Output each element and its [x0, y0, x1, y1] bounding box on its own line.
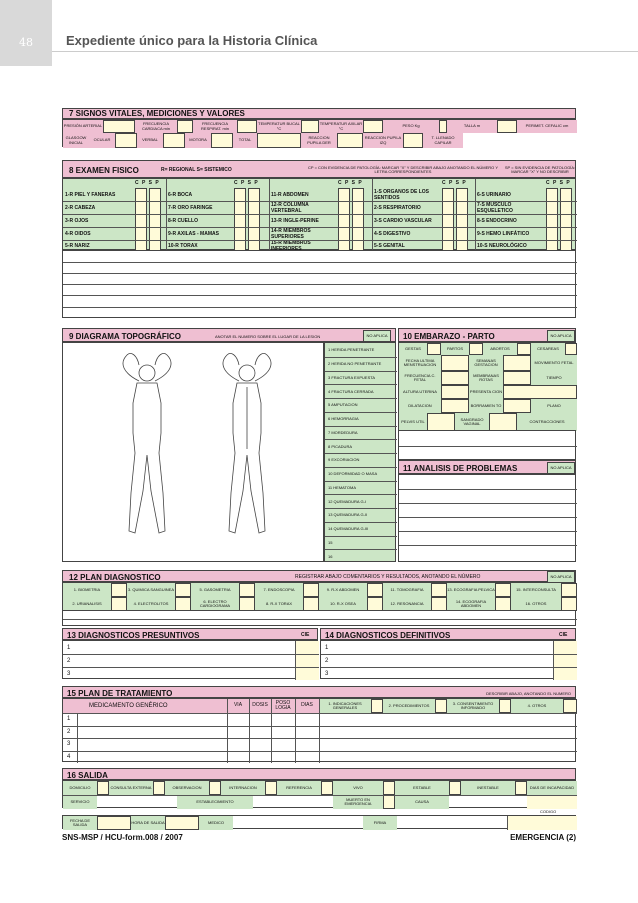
row-number: 3 — [325, 670, 329, 677]
dx-option: 1. BIOMETRIA — [63, 583, 111, 597]
vital-label: PERIMET. CEFALIC cm — [517, 120, 577, 133]
dx-checkbox[interactable] — [111, 597, 127, 611]
vital-field[interactable] — [177, 120, 193, 133]
glasgow-label: TOTAL — [233, 133, 257, 148]
row-number: 2 — [67, 728, 71, 735]
dx-checkbox[interactable] — [561, 583, 577, 597]
dx-option: 5. GASOMETRIA — [191, 583, 239, 597]
pregnancy-field[interactable] — [503, 399, 531, 413]
dx-checkbox[interactable] — [175, 583, 191, 597]
discharge-option: INESTABLE — [461, 781, 515, 795]
dx-option: 13. ECOGRAFIA PELVICA — [447, 583, 495, 597]
tx-col-header: MEDICAMENTO GENÉRICO — [89, 703, 168, 709]
discharge-option: ESTABLE — [395, 781, 449, 795]
pupil-label: REACCION PUPILA DER — [301, 133, 337, 148]
glasgow-label: VERBAL — [137, 133, 163, 148]
topographic-diagram[interactable] — [62, 342, 324, 562]
s12-title: 12 PLAN DIAGNOSTICO — [69, 572, 161, 582]
document-title: Expediente único para la Historia Clínica — [66, 33, 318, 48]
discharge-option: DOMICILIO — [63, 781, 97, 795]
lesion-item: 4 FRACTURA CERRADA — [328, 388, 374, 394]
pregnancy-label: SEMANAS GESTACION — [469, 355, 503, 371]
discharge-option: HORA DE SALIDA — [131, 816, 165, 830]
s13-header — [62, 628, 318, 640]
exam-item: 6-R BOCA — [168, 191, 193, 198]
discharge-date-field[interactable] — [97, 816, 131, 830]
discharge-checkbox[interactable] — [383, 795, 395, 809]
s11-title: 11 ANALISIS DE PROBLEMAS — [403, 463, 518, 473]
dx-option: 7. ENDOSCOPIA — [255, 583, 303, 597]
dx-checkbox[interactable] — [111, 583, 127, 597]
exam-item: 9-S HEMO LINFÁTICO — [477, 230, 530, 237]
body-figures — [63, 343, 325, 563]
front-head — [139, 365, 155, 381]
dx-option: 15. INTERCONSULTA — [511, 583, 561, 597]
sp-checkboxes[interactable] — [560, 188, 572, 251]
cp-sp-header: C P S P — [442, 180, 467, 186]
tx-option: 1. INDICACIONES GENERALES — [319, 699, 371, 713]
tx-checkbox[interactable] — [435, 699, 447, 713]
pregnancy-label: FRECUENCIA C. FETAL — [399, 371, 441, 385]
form-name: EMERGENCIA (2) — [510, 833, 576, 842]
lesion-item: 11 HEMATOMA — [328, 484, 357, 490]
dx-checkbox[interactable] — [239, 597, 255, 611]
s14-rows — [320, 640, 576, 679]
s13-cie: CIE — [301, 632, 310, 638]
s12-comments[interactable] — [62, 610, 576, 626]
discharge-option: VIVO — [333, 781, 383, 795]
row-number: 2 — [325, 657, 329, 664]
tx-checkbox[interactable] — [563, 699, 577, 713]
vital-label: FRECUENCIA RESPIRAT. min — [193, 120, 237, 133]
glasgow-label: GLASGOW INICIAL — [63, 133, 89, 148]
tx-checkbox[interactable] — [499, 699, 511, 713]
exam-item: 2-S RESPIRATORIO — [374, 204, 421, 211]
pregnancy-field[interactable] — [469, 343, 483, 355]
cp-sp-header: C P S P — [234, 180, 259, 186]
cie-field[interactable] — [295, 641, 319, 680]
exam-item: 10-R TORAX — [168, 242, 198, 249]
exam-item: 14-R MIEMBROS SUPERIORES — [271, 227, 311, 240]
pregnancy-label: PRESENTA CION — [469, 385, 503, 399]
dx-checkbox[interactable] — [303, 583, 319, 597]
row-number: 2 — [67, 657, 71, 664]
s14-cie: CIE — [559, 632, 568, 638]
vital-label: TEMPERATUR AXILAR °C — [319, 120, 363, 133]
exam-item: 15-R MIEMBROS INFERIORES — [271, 239, 311, 252]
vital-label: TEMPERATUR BUCAL °C — [257, 120, 301, 133]
discharge-option: INTERNACION — [221, 781, 265, 795]
s8-description-lines[interactable] — [62, 250, 576, 318]
pregnancy-field[interactable] — [441, 399, 469, 413]
s8-note: CP = CON EVIDENCIA DE PATOLOGÍA: MARCAR "X" Y DESCRIBIR ABAJO ANOTANDO EL NÚMERO Y LETRA CORRESPONDIENTES — [307, 164, 499, 174]
pregnancy-field[interactable] — [503, 371, 531, 385]
pregnancy-label: PELVIS UTIL — [399, 413, 427, 431]
exam-item: 12-R COLUMNA VERTEBRAL — [271, 201, 309, 214]
tx-col-header: DOSIS — [252, 702, 268, 709]
dx-option: 10. R-X OSEA — [319, 597, 367, 611]
front-arm-left — [123, 353, 139, 381]
back-head — [239, 365, 255, 381]
pregnancy-label: MEMBRANAS ROTAS — [469, 371, 503, 385]
exam-item: 1-R PIEL Y FANERAS — [65, 191, 116, 198]
sp-checkboxes[interactable] — [149, 188, 161, 251]
definitive-dx-field[interactable] — [335, 641, 553, 680]
s8-note2: SP = SIN EVIDENCIA DE PATOLOGÍA: MARCAR "X" Y NO DESCRIBIR — [504, 164, 576, 174]
cause-field[interactable] — [449, 795, 527, 809]
lesion-item: 3 FRACTURA EXPUESTA — [328, 374, 376, 380]
vital-label: FRECUENCIA CARDIACA min — [135, 120, 177, 133]
codigo-label: CODIGO — [540, 809, 557, 814]
service-field[interactable] — [97, 795, 177, 809]
dx-checkbox[interactable] — [303, 597, 319, 611]
vital-field[interactable] — [497, 120, 517, 133]
exam-item: 7-S MUSCULO ESQUELETICO — [477, 201, 513, 214]
cp-checkboxes[interactable] — [338, 188, 350, 251]
lesion-item: 6 HEMORRAGIA — [328, 416, 359, 422]
exam-item: 5-R NARIZ — [65, 242, 90, 249]
dx-checkbox[interactable] — [495, 597, 511, 611]
glasgow-field[interactable] — [115, 133, 137, 148]
discharge-option: CONSULTA EXTERNA — [109, 781, 153, 795]
tx-option: 4. OTROS — [511, 699, 563, 713]
discharge-option: REFERENCIA — [277, 781, 321, 795]
tx-option: 2. PROCEDIMIENTOS — [383, 699, 435, 713]
pregnancy-label: FECHA ULTIMA MENSTRUACION — [399, 355, 441, 371]
lesion-item: 8 PICADURA — [328, 443, 353, 449]
exam-item: 11-R ABDOMEN — [271, 191, 309, 198]
form-code: SNS-MSP / HCU-form.008 / 2007 — [62, 833, 183, 842]
pupil-field[interactable] — [337, 133, 363, 148]
glasgow-field[interactable] — [163, 133, 185, 148]
exam-item: 8-R CUELLO — [168, 217, 198, 224]
cp-sp-header: C P S P — [546, 180, 571, 186]
dx-option: 12. RESONANCIA — [383, 597, 431, 611]
pregnancy-field[interactable] — [427, 343, 441, 355]
dx-option: 16. OTROS — [511, 597, 561, 611]
doctor-field[interactable] — [233, 816, 363, 830]
lesion-item: 13 QUEMADURA G-II — [328, 512, 368, 518]
discharge-checkbox[interactable] — [449, 781, 461, 795]
lesion-item: 14 QUEMADURA G-III — [328, 526, 369, 532]
sp-checkboxes[interactable] — [248, 188, 260, 251]
dx-option: 6. ELECTRO CARDIOGRAMA — [191, 597, 239, 611]
discharge-checkbox[interactable] — [383, 781, 395, 795]
dx-option: 3. QUIMICA SANGUINEA — [127, 583, 175, 597]
presumptive-dx-field[interactable] — [77, 641, 295, 680]
s9-noaplica[interactable]: NO APLICA — [363, 330, 391, 342]
page-number: 48 — [0, 0, 52, 66]
row-number: 1 — [67, 644, 71, 651]
pregnancy-field[interactable] — [489, 413, 517, 431]
lesion-item: 15 — [328, 539, 333, 545]
vital-label: PESO Kg — [383, 120, 439, 133]
pregnancy-label: TIEMPO — [531, 371, 577, 385]
cp-sp-header: C P S P — [338, 180, 363, 186]
row-number: 1 — [325, 644, 329, 651]
pupil-field[interactable] — [403, 133, 423, 148]
s9-instruction: ANOTAR EL NUMERO SOBRE EL LUGAR DE LA LESION — [215, 333, 321, 339]
discharge-checkbox[interactable] — [321, 781, 333, 795]
discharge-checkbox[interactable] — [265, 781, 277, 795]
sp-checkboxes[interactable] — [456, 188, 468, 251]
cie-field[interactable] — [553, 641, 577, 680]
pupil-label: REACCION PUPILA IZQ — [363, 133, 403, 148]
s10-grid — [398, 342, 576, 430]
s8-title: 8 EXAMEN FISICO — [69, 165, 139, 175]
dx-option: 4. ELECTROLITOS — [127, 597, 175, 611]
lesion-item: 5 AMPUTACION — [328, 402, 358, 408]
pregnancy-label: CESAREAS — [531, 343, 565, 355]
pregnancy-label: MOVIMIENTO FETAL — [531, 355, 577, 371]
header-rule — [52, 51, 638, 52]
vital-field[interactable] — [301, 120, 319, 133]
discharge-checkbox[interactable] — [515, 781, 527, 795]
back-arm-right — [255, 353, 271, 381]
s13-rows — [62, 640, 318, 679]
discharge-checkbox[interactable] — [153, 781, 165, 795]
s15-title: 15 PLAN DE TRATAMIENTO — [67, 688, 173, 698]
pregnancy-label: SANGRADO VAGINAL — [455, 413, 489, 431]
dx-checkbox[interactable] — [367, 597, 383, 611]
lesion-list — [324, 342, 396, 562]
s16-header — [62, 768, 576, 780]
cp-checkboxes[interactable] — [442, 188, 454, 251]
vital-field[interactable] — [237, 120, 257, 133]
vital-label: PRESIÓN ARTERIAL — [63, 120, 103, 133]
cp-checkboxes[interactable] — [135, 188, 147, 251]
dx-option: 14. ECOGRAFIA ABDOMEN — [447, 597, 495, 611]
discharge-time-field[interactable] — [165, 816, 199, 830]
glasgow-label: OCULAR — [89, 133, 115, 148]
exam-item: 1-S ORGANOS DE LOS SENTIDOS — [374, 188, 430, 201]
tx-col-header: POSO LOGIA — [275, 699, 291, 711]
cp-sp-header: C P S P — [135, 180, 160, 186]
page-header — [0, 0, 638, 75]
discharge-option: MEDICO — [199, 816, 233, 830]
pregnancy-field[interactable] — [503, 355, 531, 371]
s15-grid — [62, 698, 576, 762]
discharge-option: FIRMA — [363, 816, 397, 830]
vital-field[interactable] — [103, 120, 135, 133]
exam-item: 10-S NEUROLÓGICO — [477, 242, 527, 249]
cp-checkboxes[interactable] — [234, 188, 246, 251]
exam-item: 6-S URINARIO — [477, 191, 511, 198]
exam-item: 2-R CABEZA — [65, 204, 96, 211]
pregnancy-label: ALTURA UTERINA — [399, 385, 441, 399]
s15-instruction: DESCRIBIR ABAJO, ANOTANDO EL NUMERO — [486, 690, 571, 696]
dx-option: 2. URIANALISIS — [63, 597, 111, 611]
dx-option: 8. R-X TORAX — [255, 597, 303, 611]
vital-field[interactable] — [439, 120, 447, 133]
discharge-checkbox[interactable] — [97, 781, 109, 795]
dx-checkbox[interactable] — [367, 583, 383, 597]
discharge-option: SERVICIO — [63, 795, 97, 809]
s13-title: 13 DIAGNOSTICOS PRESUNTIVOS — [67, 630, 200, 640]
discharge-option: MUERTO EN EMERGENCIA — [333, 795, 383, 809]
pregnancy-label: CONTRACCIONES — [517, 413, 577, 431]
s15-header — [62, 686, 576, 698]
back-arm-left — [223, 353, 239, 381]
lesion-item: 7 MORDEDURA — [328, 429, 358, 435]
glasgow-field[interactable] — [257, 133, 301, 148]
discharge-option: ESTABLECIMIENTO — [177, 795, 253, 809]
tx-col-header: VIA — [233, 702, 243, 709]
emergency-form — [62, 108, 576, 848]
s16-title: 16 SALIDA — [67, 770, 108, 780]
row-number: 1 — [67, 716, 71, 723]
dx-option: 11. TOMOGRAFIA — [383, 583, 431, 597]
pregnancy-field[interactable] — [517, 343, 531, 355]
s9-header — [62, 328, 396, 342]
pregnancy-field[interactable] — [427, 413, 455, 431]
discharge-option: FECHA DE SALIDA — [63, 816, 97, 830]
exam-item: 4-R OIDOS — [65, 230, 91, 237]
s7-grid — [62, 119, 576, 147]
pregnancy-label: BORRAMIEN TO — [469, 399, 503, 413]
front-arm-right — [155, 353, 171, 381]
lesion-item: 16 — [328, 553, 333, 559]
dx-checkbox[interactable] — [431, 597, 447, 611]
glasgow-label: MOTORA — [185, 133, 211, 148]
lesion-item: 1 HERIDA PENETRANTE — [328, 347, 375, 353]
s16-signature-row — [62, 815, 576, 829]
signature-field[interactable] — [397, 816, 507, 830]
lesion-item: 10 DEFORMIDAD O MASA — [328, 471, 378, 477]
discharge-option: CAUSA — [395, 795, 449, 809]
s10-noaplica[interactable]: NO APLICA — [547, 330, 575, 342]
pregnancy-field[interactable] — [441, 385, 469, 399]
capillary-label: T. LLENADO CAPILAR — [423, 133, 463, 148]
s14-header — [320, 628, 576, 640]
s10-notes[interactable] — [398, 430, 576, 460]
exam-item: 9-R AXILAS - MAMAS — [168, 230, 219, 237]
tx-col-header: DIAS — [301, 702, 313, 709]
dx-checkbox[interactable] — [175, 597, 191, 611]
s12-grid — [62, 582, 576, 610]
s12-noaplica[interactable]: NO APLICA — [547, 571, 575, 583]
exam-item: 8-S ENDOCRINO — [477, 217, 517, 224]
pregnancy-field[interactable] — [441, 371, 469, 385]
s11-lines[interactable] — [398, 474, 576, 562]
pregnancy-field[interactable] — [565, 343, 577, 355]
dx-checkbox[interactable] — [495, 583, 511, 597]
dx-checkbox[interactable] — [561, 597, 577, 611]
lesion-item: 12 QUEMADURA G-I — [328, 498, 367, 504]
exam-item: 4-S DIGESTIVO — [374, 230, 411, 237]
exam-item: 3-R OJOS — [65, 217, 89, 224]
pregnancy-label: PLANO — [531, 399, 577, 413]
pregnancy-label: DILATACION — [399, 399, 441, 413]
s10-header — [398, 328, 576, 342]
pregnancy-label: GESTAS — [399, 343, 427, 355]
glasgow-field[interactable] — [211, 133, 233, 148]
s10-title: 10 EMBARAZO - PARTO — [403, 331, 495, 341]
tx-checkbox[interactable] — [371, 699, 383, 713]
dx-option: 9. R-X ABDOMEN — [319, 583, 367, 597]
cp-checkboxes[interactable] — [546, 188, 558, 251]
establishment-field[interactable] — [253, 795, 333, 809]
exam-item: 13-R INGLE-PERINE — [271, 217, 319, 224]
front-torso-legs — [129, 383, 165, 533]
discharge-option: DIAS DE INCAPACIDAD — [527, 781, 577, 795]
pregnancy-label: ABORTOS — [483, 343, 517, 355]
code-field[interactable] — [507, 816, 577, 830]
vital-label: TALLA m — [447, 120, 497, 133]
pregnancy-field[interactable] — [503, 385, 577, 399]
s11-noaplica[interactable]: NO APLICA — [547, 462, 575, 474]
dx-checkbox[interactable] — [431, 583, 447, 597]
s7-title: 7 SIGNOS VITALES, MEDICIONES Y VALORES — [62, 108, 576, 119]
s14-title: 14 DIAGNOSTICOS DEFINITIVOS — [325, 630, 451, 640]
discharge-checkbox[interactable] — [209, 781, 221, 795]
pregnancy-field[interactable] — [441, 355, 469, 371]
s8-legend: R= REGIONAL S= SISTEMICO — [161, 167, 232, 173]
discharge-option: OBSERVACION — [165, 781, 209, 795]
s8-header — [62, 160, 576, 178]
s16-grid — [62, 780, 576, 808]
exam-item: 3-S CARDIO VASCULAR — [374, 217, 432, 224]
vital-field[interactable] — [363, 120, 383, 133]
row-number: 3 — [67, 741, 71, 748]
tx-option: 3. CONSENTIMIENTO INFORMADO — [447, 699, 499, 713]
exam-item: 7-R ORO FARINGE — [168, 204, 213, 211]
incapacity-days-field[interactable] — [527, 795, 577, 809]
pregnancy-label: PARTOS — [441, 343, 469, 355]
s12-instruction: REGISTRAR ABAJO COMENTARIOS Y RESULTADOS, ANOTANDO EL NÚMERO — [295, 574, 481, 580]
exam-item: 5-S GENITAL — [374, 242, 405, 249]
dx-checkbox[interactable] — [239, 583, 255, 597]
s8-grid — [62, 178, 576, 250]
row-number: 3 — [67, 670, 71, 677]
s9-title: 9 DIAGRAMA TOPOGRÁFICO — [69, 331, 182, 341]
lesion-item: 9 EXCORIACION — [328, 457, 360, 463]
sp-checkboxes[interactable] — [352, 188, 364, 251]
lesion-item: 2 HERIDA NO PENETRANTE — [328, 361, 382, 367]
row-number: 4 — [67, 753, 71, 760]
s11-header — [398, 460, 576, 474]
s12-header — [62, 570, 576, 582]
